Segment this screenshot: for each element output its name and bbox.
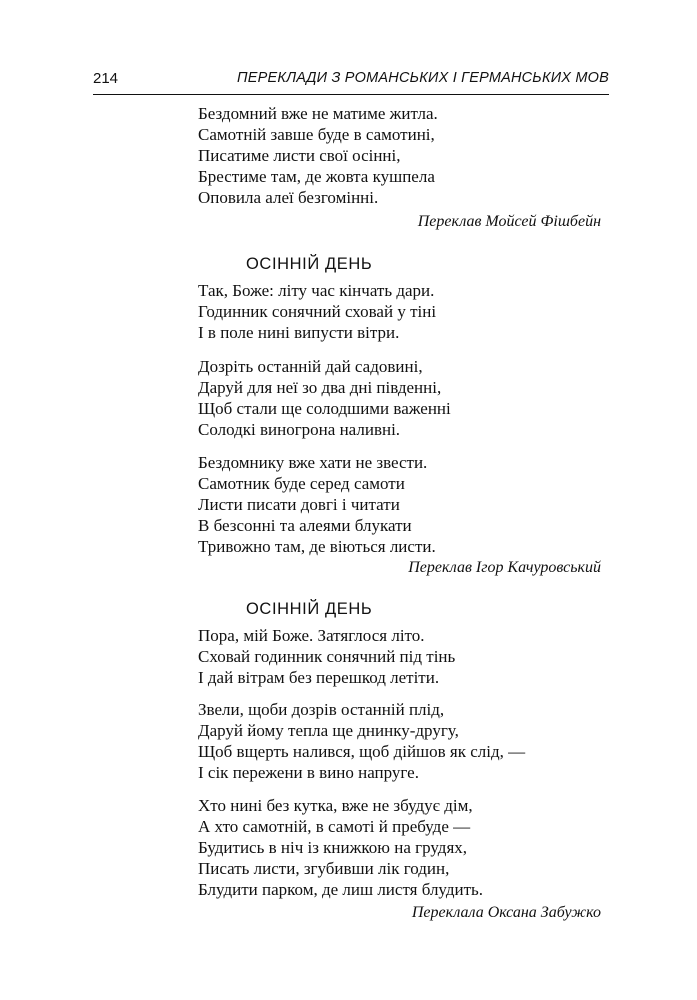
verse-line: А хто самотній, в самоті й пребуде — xyxy=(198,817,471,836)
verse-line: Даруй йому тепла ще днинку-другу, xyxy=(198,721,459,740)
verse-line: Самотник буде серед самоти xyxy=(198,474,405,493)
verse-line: Будитись в ніч із книжкою на грудях, xyxy=(198,838,468,857)
verse-line: Оповила алеї безгомінні. xyxy=(198,188,379,207)
verse-line: Так, Боже: літу час кінчать дари. xyxy=(198,281,435,300)
poem-title: ОСІННІЙ ДЕНЬ xyxy=(246,600,373,618)
translator-credit: Переклав Ігор Качуровський xyxy=(408,559,601,576)
translator-credit: Переклав Мойсей Фішбейн xyxy=(417,213,601,230)
verse-line: І дай вітрам без перешкод летіти. xyxy=(198,668,440,687)
verse-line: В безсонні та алеями блукати xyxy=(198,516,412,535)
verse-line: Щоб стали ще солодшими важенні xyxy=(198,399,451,418)
verse-line: Сховай годинник сонячний під тінь xyxy=(198,647,456,666)
verse-line: Хто нині без кутка, вже не збудує дім, xyxy=(198,796,473,815)
verse-line: І в поле нині випусти вітри. xyxy=(198,323,400,342)
verse-line: Дозріть останній дай садовині, xyxy=(198,357,423,376)
verse-line: Пора, мій Боже. Затяглося літо. xyxy=(198,626,425,645)
verse-line: Бездомний вже не матиме житла. xyxy=(198,104,438,123)
verse-line: Солодкі виногрона наливні. xyxy=(198,420,401,439)
verse-line: Щоб вщерть налився, щоб дійшов як слід, — xyxy=(198,742,526,761)
page-header xyxy=(93,70,609,95)
verse-line: Блудити парком, де лиш листя блудить. xyxy=(198,880,484,899)
verse-line: Самотній завше буде в самотині, xyxy=(198,125,435,144)
verse-line: Даруй для неї зо два дні південні, xyxy=(198,378,442,397)
verse-line: Бездомнику вже хати не звести. xyxy=(198,453,428,472)
verse-line: Брестиме там, де жовта кушпела xyxy=(198,167,435,186)
verse-line: Писать листи, згубивши лік годин, xyxy=(198,859,450,878)
verse-line: Писатиме листи свої осінні, xyxy=(198,146,401,165)
page-number: 214 xyxy=(93,70,119,87)
poem-title: ОСІННІЙ ДЕНЬ xyxy=(246,255,373,273)
verse-line: І сік пережени в вино напруге. xyxy=(198,763,419,782)
running-title: ПЕРЕКЛАДИ З РОМАНСЬКИХ І ГЕРМАНСЬКИХ МОВ xyxy=(237,70,609,86)
verse-line: Тривожно там, де віються листи. xyxy=(198,537,436,556)
translator-credit: Переклала Оксана Забужко xyxy=(411,904,601,921)
verse-line: Годинник сонячний сховай у тіні xyxy=(198,302,437,321)
verse-line: Звели, щоби дозрів останній плід, xyxy=(198,700,445,719)
verse-line: Листи писати довгі і читати xyxy=(198,495,400,514)
